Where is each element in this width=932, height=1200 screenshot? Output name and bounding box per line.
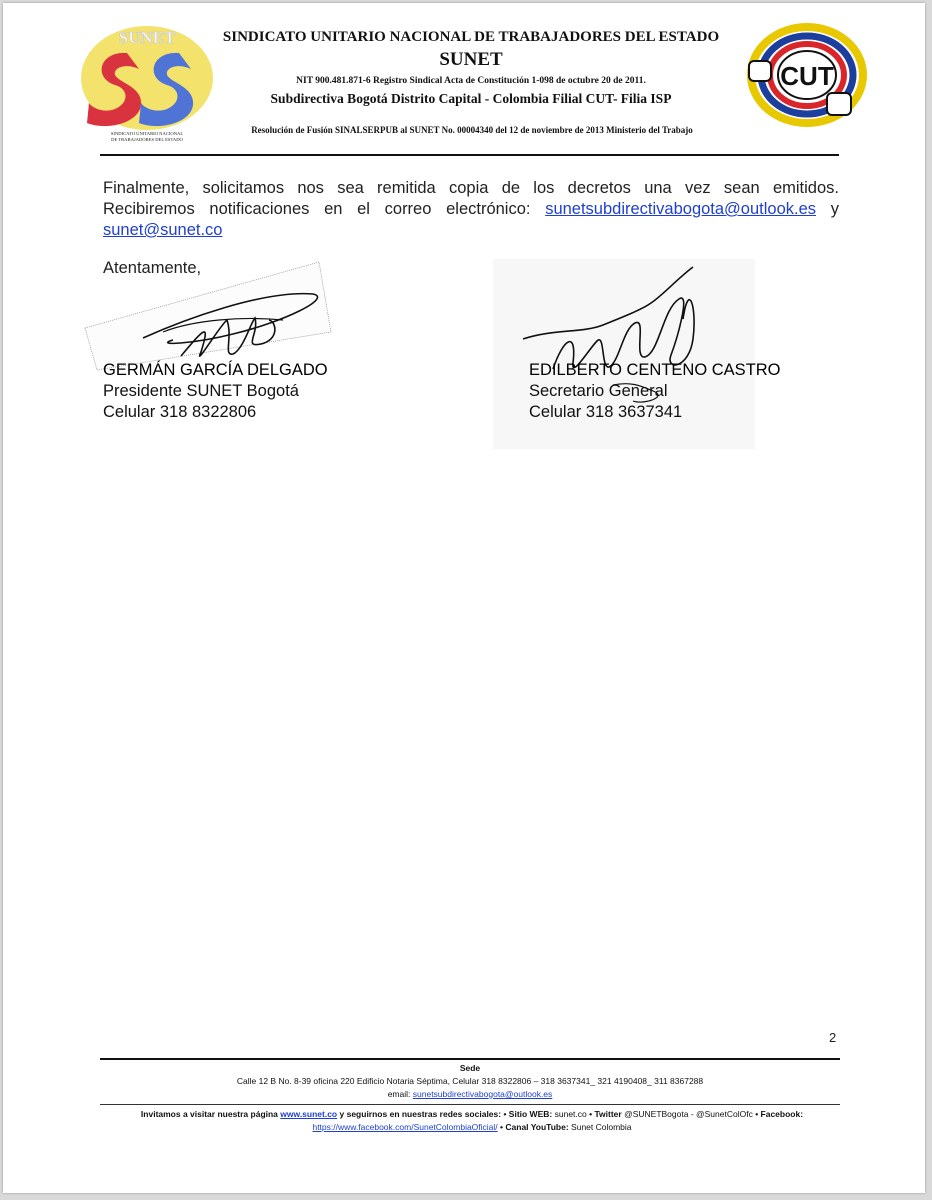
signer-title: Presidente SUNET Bogotá xyxy=(103,382,299,400)
signer-garcia xyxy=(103,360,328,423)
svg-text:DE TRABAJADORES DEL ESTADO: DE TRABAJADORES DEL ESTADO xyxy=(111,137,183,142)
svg-text:SUNET: SUNET xyxy=(118,28,176,47)
signer-title: Secretario General xyxy=(529,382,668,400)
subdirectiva-line: Subdirectiva Bogotá Distrito Capital - Colombia Filial CUT- Filia ISP xyxy=(270,91,672,106)
closing-salutation: Atentamente, xyxy=(103,259,202,277)
signer-centeno xyxy=(529,360,781,423)
footer-sede-label: Sede xyxy=(459,1063,481,1073)
footer-divider-secondary xyxy=(100,1104,840,1105)
footer-email-link[interactable]: sunetsubdirectivabogota@outlook.es xyxy=(412,1089,553,1099)
paragraph-line-3 xyxy=(103,220,839,241)
signature-garcia-icon xyxy=(83,260,333,372)
resolution-line: Resolución de Fusión SINALSERPUB al SUNET No. 00004340 del 12 de noviembre de 2013 Ministerio del Trabajo xyxy=(251,125,693,135)
signer-name: EDILBERTO CENTENO CASTRO xyxy=(529,361,781,379)
footer-divider xyxy=(100,1058,840,1060)
footer-social-links: Invitamos a visitar nuestra página www.sunet.co y seguirnos en nuestras redes sociales: • Sitio WEB: sunet.co • Twitter @SUNETBogota - @SunetColOfc • Facebook: https://www.facebook.com/SunetColombiaOficial/ • Canal YouTube: Sunet Colombia xyxy=(140,1109,804,1132)
signer-name: GERMÁN GARCÍA DELGADO xyxy=(103,361,328,379)
facebook-link[interactable]: https://www.facebook.com/SunetColombiaOficial/ xyxy=(312,1122,498,1132)
email-link-subdirectiva[interactable]: sunetsubdirectivabogota@outlook.es xyxy=(545,200,817,218)
registration-info: NIT 900.481.871-6 Registro Sindical Acta de Constitución 1-098 de octubre 20 de 2011. xyxy=(296,76,646,86)
svg-text:CUT: CUT xyxy=(780,61,834,91)
sunet-logo-icon xyxy=(79,23,217,145)
document-page xyxy=(3,3,925,1193)
signer-phone: Celular 318 3637341 xyxy=(529,403,683,421)
header-divider xyxy=(100,154,839,156)
union-acronym: SUNET xyxy=(439,49,503,70)
union-name: SINDICATO UNITARIO NACIONAL DE TRABAJADORES DEL ESTADO xyxy=(222,29,720,45)
svg-text:SINDICATO UNITARIO NACIONAL: SINDICATO UNITARIO NACIONAL xyxy=(110,131,184,136)
paragraph-line-2: Recibiremos notificaciones en el correo electrónico: sunetsubdirectivabogota@outlook.es y xyxy=(103,200,839,218)
website-link[interactable]: www.sunet.co xyxy=(280,1109,338,1119)
paragraph-line-1: Finalmente, solicitamos nos sea remitida copia de los decretos una vez sean emitidos. xyxy=(103,179,839,197)
email-link-sunet[interactable]: sunet@sunet.co xyxy=(103,221,223,239)
cut-logo-icon xyxy=(743,23,867,131)
signer-phone: Celular 318 8322806 xyxy=(103,403,257,421)
footer-address: Calle 12 B No. 8-39 oficina 220 Edificio Notaria Séptima, Celular 318 8322806 – 318 3637341_ 321 4190408_ 311 8367288 xyxy=(236,1076,704,1086)
page-number: 2 xyxy=(829,1030,837,1045)
footer-email-line: email: sunetsubdirectivabogota@outlook.es xyxy=(387,1089,553,1099)
body-paragraph xyxy=(103,178,839,241)
